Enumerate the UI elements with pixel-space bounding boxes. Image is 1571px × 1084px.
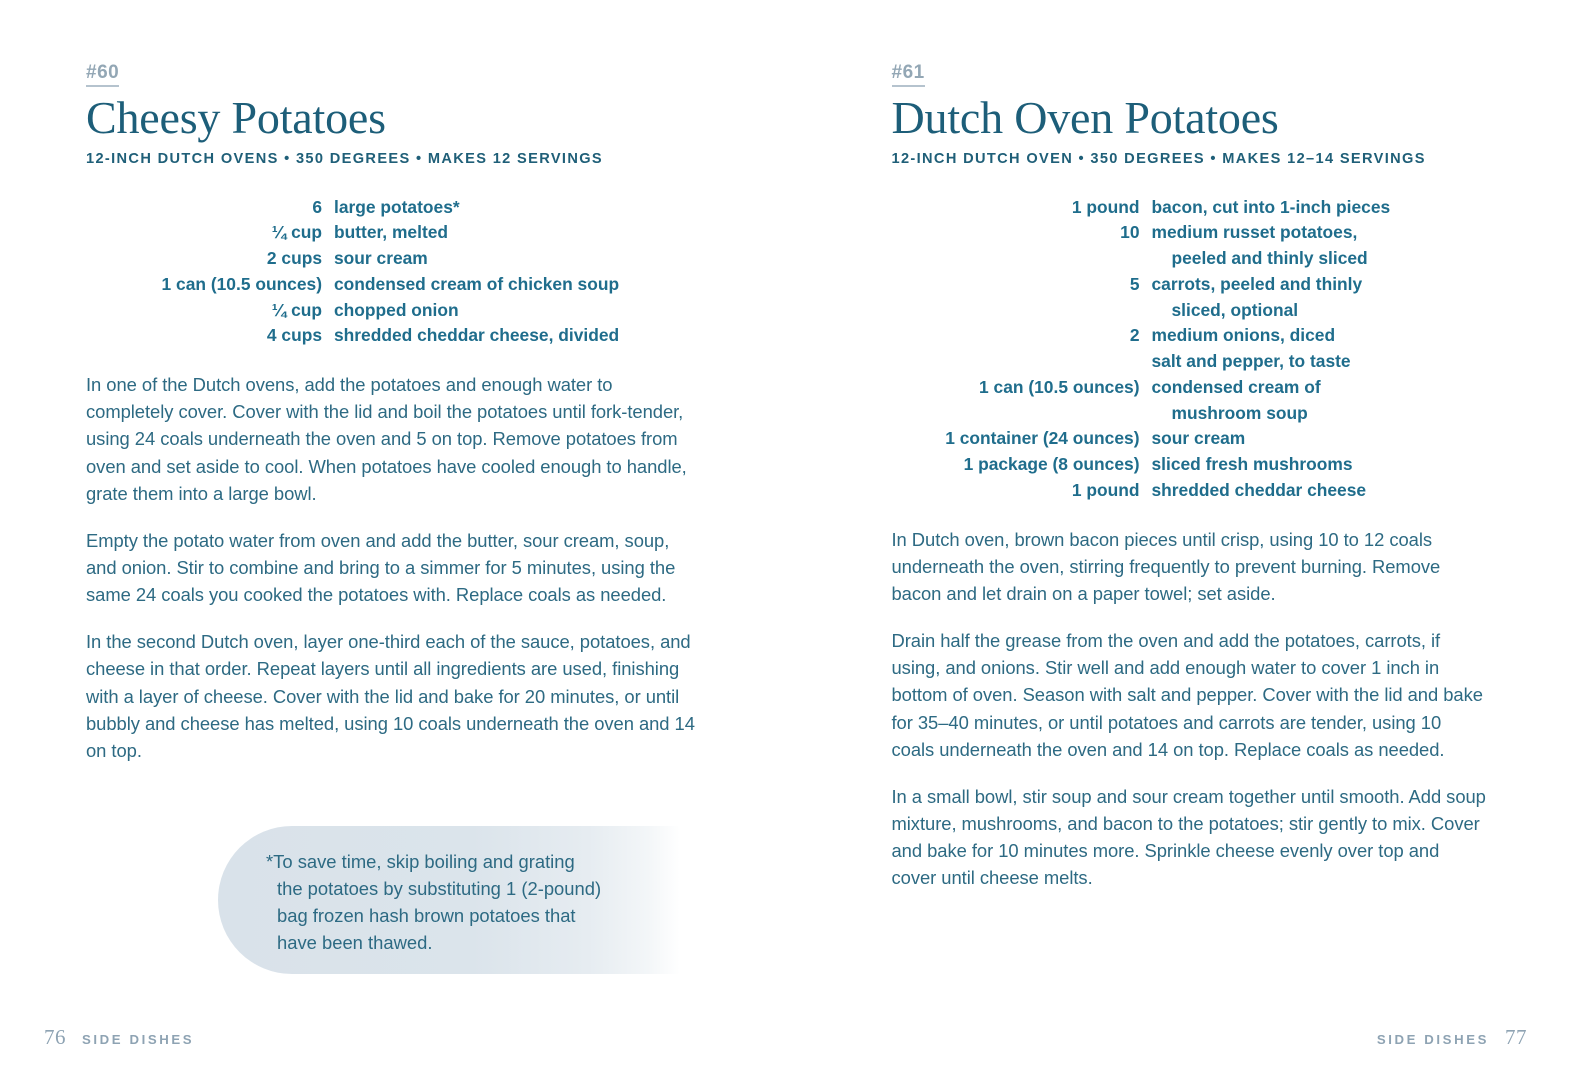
recipe-step: Drain half the grease from the oven and add the potatoes, carrots, if using, and onions. Stir well and add enough water to cover 1 inch in bottom of oven. Season with salt and pepper. Cover with the lid and bake for 35–40 minutes, or until potatoes and carrots are tender, using 10 coals underneath the oven and 14 on top. Replace coals as needed. [891,630,1483,760]
ingredient-description [1152,272,1488,324]
ingredient-description-line: salt and pepper, to taste [1151,351,1351,372]
ingredient-amount: ¼ cup [271,222,322,243]
recipe-step: In a small bowl, stir soup and sour cream together until smooth. Add soup mixture, mushrooms, and bacon to the potatoes; stir gently to mix. Cover and bake for 10 minutes more. Sprinkle cheese evenly over top and cover until cheese melts. [891,785,1486,889]
tip-line: *To save time, skip boiling and grating [266,851,575,872]
ingredient-description [1152,426,1488,452]
ingredient-item [86,323,696,349]
ingredient-item [86,272,696,298]
ingredient-amount: 2 cups [266,248,322,269]
ingredient-description: chopped onion [334,299,459,320]
ingredient-description: butter, melted [334,222,449,243]
running-head: SIDE DISHES [1376,1032,1489,1047]
ingredient-item [892,195,1488,221]
recipe-step: In the second Dutch oven, layer one-third each of the sauce, potatoes, and cheese in that order. Repeat layers until all ingredients are used, finishing with a layer of cheese. Cover with the lid and bake for 20 minutes, or until bubbly and cheese has melted, using 10 coals underneath the oven and 14 on top. [86,631,695,761]
ingredient-description-continued: mushroom soup [1171,402,1308,423]
recipe-step: In one of the Dutch ovens, add the potatoes and enough water to completely cover. Cover with the lid and boil the potatoes until fork-tender, using 24 coals underneath the oven and 5 on top. Remove potatoes from oven and set aside to cool. When potatoes have cooled enough to handle, grate them into a large bowl. [86,374,687,504]
ingredient-item [892,349,1488,375]
ingredient-description-continued: peeled and thinly sliced [1171,248,1368,269]
ingredient-description-line: medium russet potatoes, [1151,222,1358,243]
recipe-step: In Dutch oven, brown bacon pieces until crisp, using 10 to 12 coals underneath the oven, stirring frequently to prevent burning. Remove bacon and let drain on a paper towel; set aside. [891,528,1441,604]
ingredient-amount: 1 package (8 ounces) [963,454,1140,475]
ingredient-item [892,478,1488,504]
tip-line: have been thawed. [277,932,433,954]
ingredient-description: sour cream [334,248,428,269]
ingredient-description: condensed cream of chicken soup [334,273,620,294]
ingredient-item [892,426,1488,452]
tip-callout-text [218,826,680,957]
page-right [786,0,1571,1084]
ingredient-description-line: bacon, cut into 1-inch pieces [1151,196,1391,217]
tip-callout [218,826,680,974]
ingredient-amount: 1 container (24 ounces) [945,428,1140,449]
ingredient-amount: 10 [1120,222,1140,243]
recipe-number-right: #61 [892,62,925,87]
ingredient-item [892,220,1488,272]
ingredient-item [86,298,696,324]
page-number: 77 [1505,1025,1527,1049]
ingredient-description-line: sliced fresh mushrooms [1151,454,1353,475]
ingredient-amount: ¼ cup [271,299,322,320]
ingredient-description-continued: sliced, optional [1171,299,1299,320]
ingredient-item [892,375,1488,427]
recipe-step: Empty the potato water from oven and add the butter, sour cream, soup, and onion. Stir to combine and bring to a simmer for 5 minutes, using the same 24 coals you cooked the potatoes with. Replace coals as needed. [86,529,676,606]
tip-line: the potatoes by substituting 1 (2-pound) [277,878,602,900]
ingredient-description-line: sour cream [1151,428,1246,449]
tip-line: bag frozen hash brown potatoes that [277,905,576,927]
page-footer-right [1377,1025,1527,1050]
ingredient-description [1152,375,1488,427]
page-footer-left [44,1025,194,1050]
ingredient-amount: 2 [1129,325,1140,346]
ingredient-description-line: shredded cheddar cheese [1151,479,1367,500]
ingredient-amount: 5 [1129,273,1140,294]
ingredient-description-line: condensed cream of [1151,376,1321,397]
ingredient-item [892,272,1488,324]
ingredient-amount: 1 can (10.5 ounces) [161,273,322,294]
ingredient-description [1152,323,1488,349]
ingredient-description [1152,478,1488,504]
recipe-meta-left: 12-INCH DUTCH OVENS • 350 DEGREES • MAKES 12 SERVINGS [86,150,603,167]
ingredient-list-left [86,195,696,350]
recipe-title-right: Dutch Oven Potatoes [891,91,1279,143]
ingredient-amount: 1 pound [1071,196,1140,217]
ingredient-description-line: medium onions, diced [1151,325,1336,346]
ingredient-description-line: carrots, peeled and thinly [1151,273,1363,294]
ingredient-description: large potatoes* [334,196,460,217]
ingredient-description [1152,349,1488,375]
ingredient-amount: 6 [312,196,322,217]
ingredient-item [892,323,1488,349]
ingredient-item [892,452,1488,478]
recipe-title-left: Cheesy Potatoes [86,91,386,143]
ingredient-description [1152,452,1488,478]
ingredient-description [1152,220,1488,272]
running-head: SIDE DISHES [82,1032,195,1047]
page-number: 76 [44,1025,66,1049]
recipe-meta-right: 12-INCH DUTCH OVEN • 350 DEGREES • MAKES 12–14 SERVINGS [891,150,1426,167]
ingredient-item [86,195,696,221]
ingredient-description: shredded cheddar cheese, divided [334,325,620,346]
ingredient-amount: 4 cups [266,325,322,346]
ingredient-amount: 1 can (10.5 ounces) [979,376,1140,397]
ingredient-amount: 1 pound [1071,479,1140,500]
ingredient-description [1152,195,1488,221]
ingredient-item [86,246,696,272]
recipe-number-left: #60 [86,62,119,87]
ingredient-item [86,220,696,246]
ingredient-list-right [892,195,1488,504]
